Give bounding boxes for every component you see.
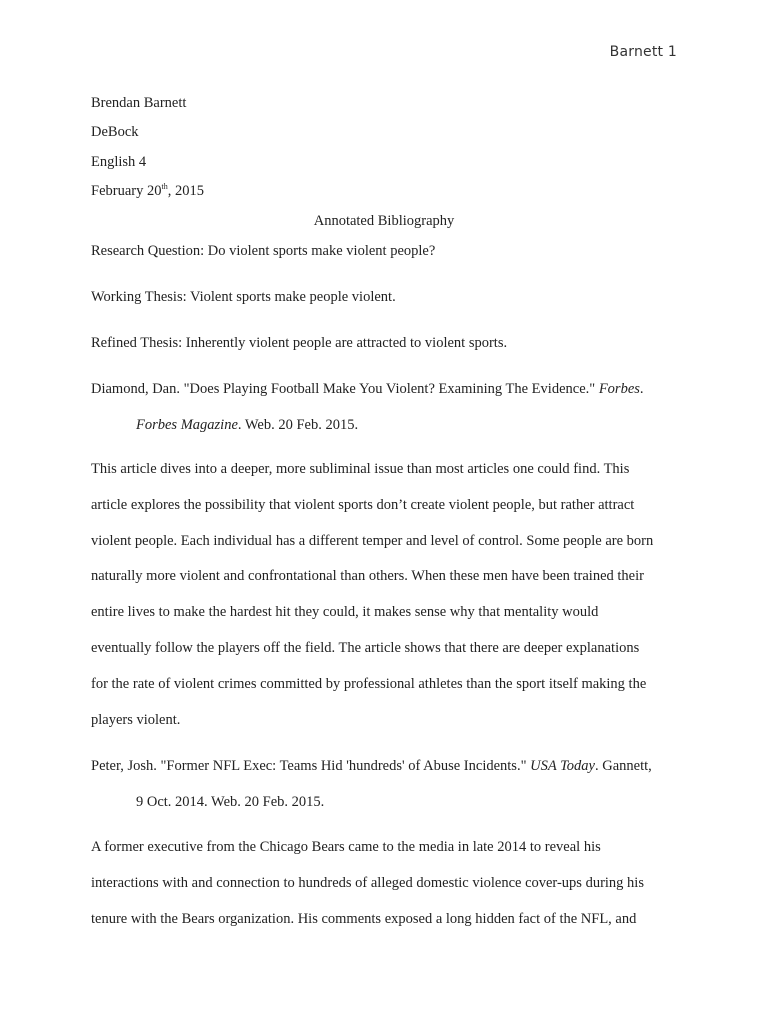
citation-2-line-2: 9 Oct. 2014. Web. 20 Feb. 2015.	[136, 794, 325, 810]
annotation-1-line: violent people. Each individual has a different temper and level of control. Some people are born	[91, 533, 654, 549]
author-name: Brendan Barnett	[91, 95, 187, 111]
citation-2-text: Peter, Josh. "Former NFL Exec: Teams Hid 'hundreds' of Abuse Incidents."	[91, 758, 531, 774]
research-question: Research Question: Do violent sports make violent people?	[91, 243, 436, 259]
instructor-name: DeBock	[91, 124, 139, 140]
citation-2-source: USA Today	[530, 758, 595, 774]
annotation-1-line: entire lives to make the hardest hit they could, it makes sense why that mentality would	[91, 604, 599, 620]
citation-1-line-2	[136, 416, 358, 434]
annotation-1-line: This article dives into a deeper, more subliminal issue than most articles one could find. This	[91, 461, 630, 477]
date-ordinal: th	[161, 182, 168, 192]
working-thesis: Working Thesis: Violent sports make people violent.	[91, 289, 396, 305]
annotation-2-line: tenure with the Bears organization. His comments exposed a long hidden fact of the NFL, and	[91, 911, 637, 927]
date-line	[91, 182, 204, 200]
citation-1-line-1	[91, 380, 644, 398]
citation-1-source: Forbes	[598, 381, 640, 397]
citation-2-line-1	[91, 757, 652, 775]
date-prefix: February 20	[91, 183, 162, 199]
citation-1-publisher: Forbes Magazine	[136, 417, 238, 433]
annotation-1-line: eventually follow the players off the field. The article shows that there are deeper explanations	[91, 640, 640, 656]
citation-2-publisher: . Gannett,	[595, 758, 652, 774]
page-title: Annotated Bibliography	[313, 213, 455, 229]
citation-1-punct: .	[639, 381, 644, 397]
date-rest: , 2015	[167, 183, 204, 199]
annotation-1-line: for the rate of violent crimes committed by professional athletes than the sport itself making the	[91, 676, 647, 692]
annotation-1-line: players violent.	[91, 712, 181, 728]
annotation-2-line: A former executive from the Chicago Bears came to the media in late 2014 to reveal his	[91, 839, 601, 855]
annotation-1-line: article explores the possibility that violent sports don’t create violent people, but rather attract	[91, 497, 635, 513]
course-name: English 4	[91, 154, 147, 170]
citation-1-text: Diamond, Dan. "Does Playing Football Make You Violent? Examining The Evidence."	[91, 381, 599, 397]
citation-1-access: . Web. 20 Feb. 2015.	[237, 417, 359, 433]
refined-thesis: Refined Thesis: Inherently violent people are attracted to violent sports.	[91, 335, 508, 351]
annotation-2-line: interactions with and connection to hundreds of alleged domestic violence cover-ups during his	[91, 875, 644, 891]
annotation-1-line: naturally more violent and confrontational than others. When these men have been trained their	[91, 568, 644, 584]
running-head: Barnett 1	[609, 44, 677, 60]
